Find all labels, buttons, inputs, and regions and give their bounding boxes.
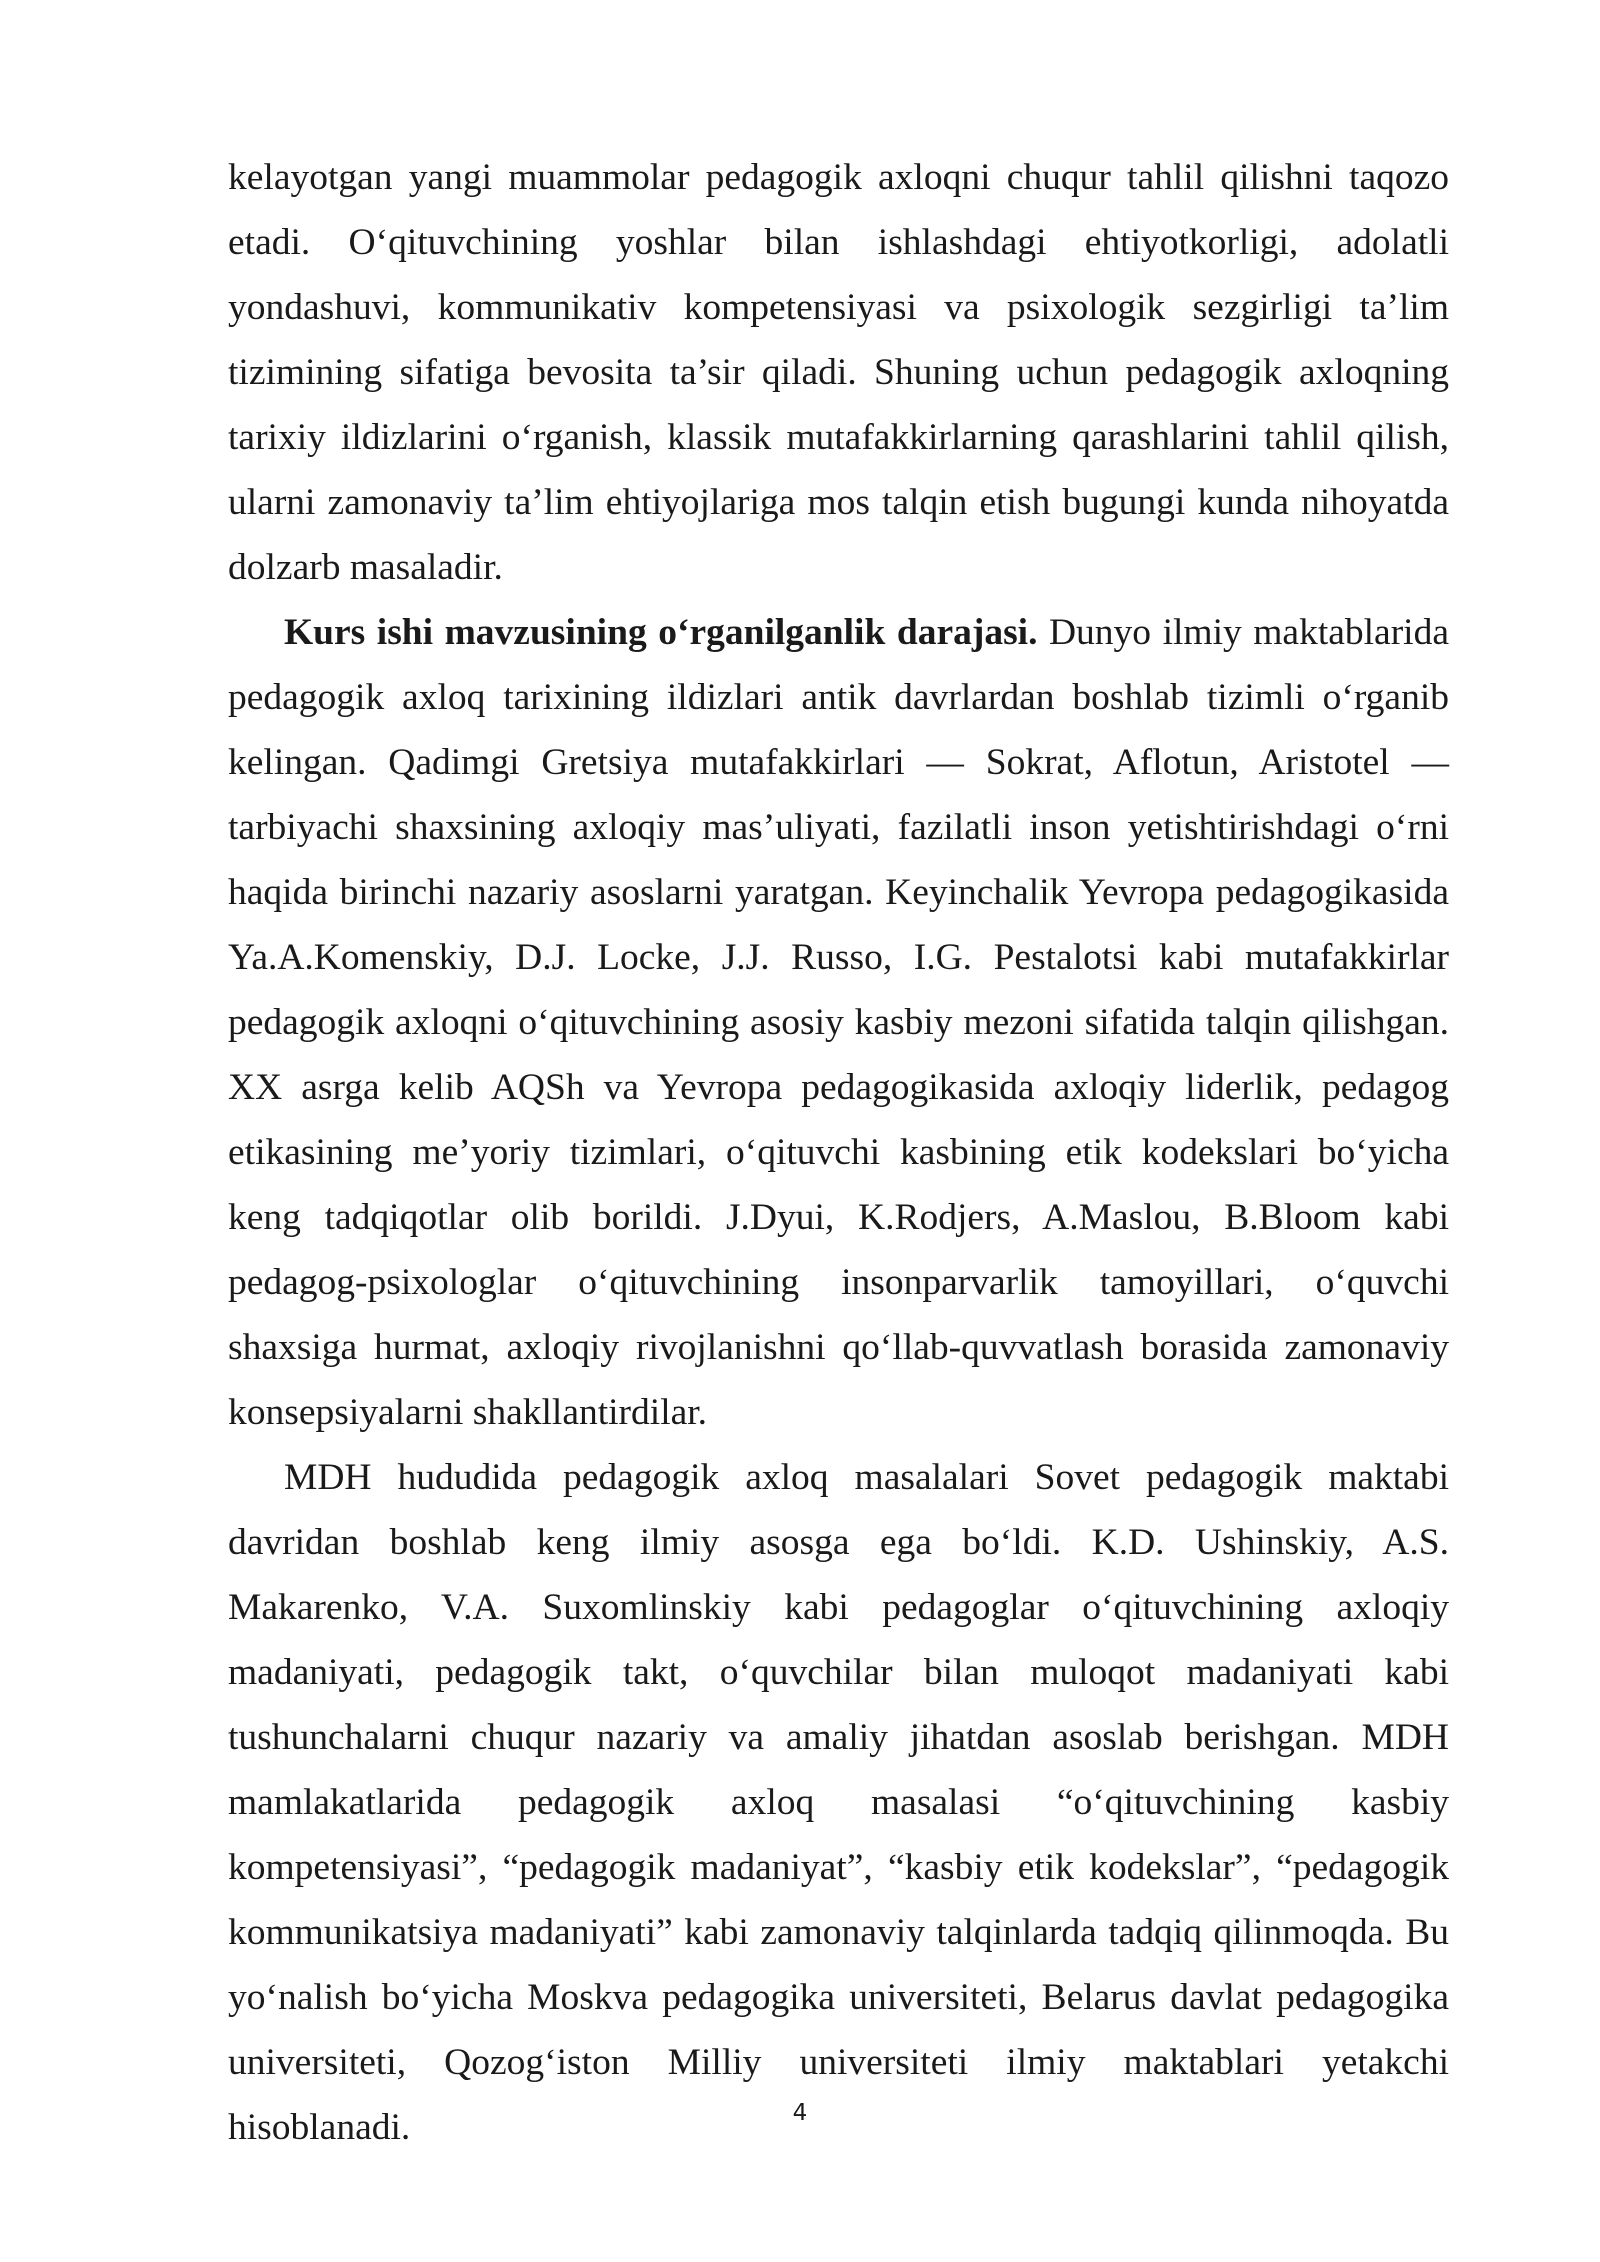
paragraph-intro-continuation: kelayotgan yangi muammolar pedagogik axloqni chuqur tahlil qilishni taqozo etadi. O‘qituvchining yoshlar bilan ishlashdagi ehtiyotkorligi, adolatli yondashuvi, kommunikativ kompetensiyasi va psixologik sezgirligi ta’lim tizimining sifatiga bevosita ta’sir qiladi. Shuning uchun pedagogik axloqning tarixiy ildizlarini o‘rganish, klassik mutafakkirlarning qarashlarini tahlil qilish, ularni zamonaviy ta’lim ehtiyojlariga mos talqin etish bugungi kunda nihoyatda dolzarb masaladir. [228, 157, 1449, 588]
paragraph-study-level [228, 600, 1449, 1445]
document-page [228, 145, 1449, 2160]
page-number: 4 [792, 2100, 808, 2126]
paragraph-study-level-text: Dunyo ilmiy maktablarida pedagogik axloq tarixining ildizlari antik davrlardan boshlab tizimli o‘rganib kelingan. Qadimgi Gretsiya mutafakkirlari — Sokrat, Aflotun, Aristotel — tarbiyachi shaxsining axloqiy mas’uliyati, fazilatli inson yetishtirishdagi o‘rni haqida birinchi nazariy asoslarni yaratgan. Keyinchalik Yevropa pedagogikasida Ya.A.Komenskiy, D.J. Locke, J.J. Russo, I.G. Pestalotsi kabi mutafakkirlar pedagogik axloqni o‘qituvchining asosiy kasbiy mezoni sifatida talqin qilishgan. XX asrga kelib AQSh va Yevropa pedagogikasida axloqiy liderlik, pedagog etikasining me’yoriy tizimlari, o‘qituvchi kasbining etik kodekslari bo‘yicha keng tadqiqotlar olib borildi. J.Dyui, K.Rodjers, A.Maslou, B.Bloom kabi pedagog-psixologlar o‘qituvchining insonparvarlik tamoyillari, o‘quvchi shaxsiga hurmat, axloqiy rivojlanishni qo‘llab-quvvatlash borasida zamonaviy konsepsiyalarni shakllantirdilar. [228, 612, 1449, 1433]
paragraph-cis-research: MDH hududida pedagogik axloq masalalari Sovet pedagogik maktabi davridan boshlab keng ilmiy asosga ega bo‘ldi. K.D. Ushinskiy, A.S. Makarenko, V.A. Suxomlinskiy kabi pedagoglar o‘qituvchining axloqiy madaniyati, pedagogik takt, o‘quvchilar bilan muloqot madaniyati kabi tushunchalarni chuqur nazariy va amaliy jihatdan asoslab berishgan. MDH mamlakatlarida pedagogik axloq masalasi “o‘qituvchining kasbiy kompetensiyasi”, “pedagogik madaniyat”, “kasbiy etik kodekslar”, “pedagogik kommunikatsiya madaniyati” kabi zamonaviy talqinlarda tadqiq qilinmoqda. Bu yo‘nalish bo‘yicha Moskva pedagogika universiteti, Belarus davlat pedagogika universiteti, Qozog‘iston Milliy universiteti ilmiy maktablari yetakchi hisoblanadi. [228, 1457, 1449, 2148]
section-heading-study-level: Kurs ishi mavzusining o‘rganilganlik darajasi. [284, 612, 1038, 653]
